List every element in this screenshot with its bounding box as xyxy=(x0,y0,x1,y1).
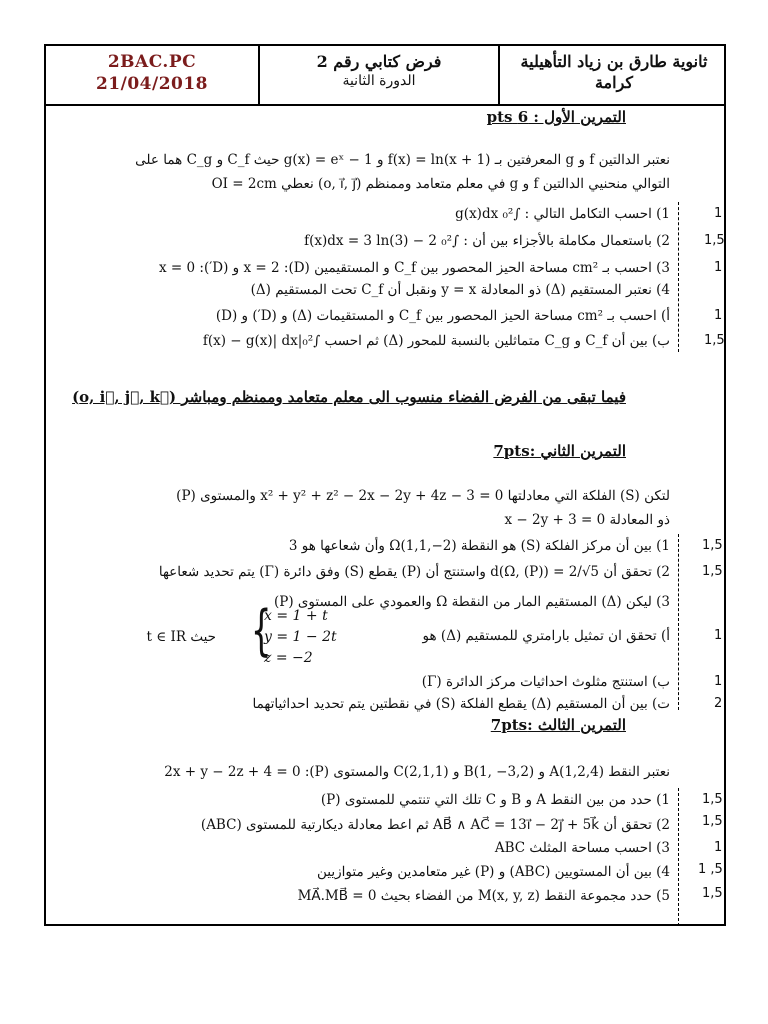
exam-header xyxy=(46,46,724,106)
exercise3-title: التمرين الثالث :7pts xyxy=(490,716,626,734)
exercise1-item: 2) باستعمال مكاملة بالأجزاء بين أن : ∫₀² f(x)dx = 3 ln(3) − 2 xyxy=(304,233,670,249)
param-line-z: z = −2 xyxy=(264,650,313,666)
system-brace: { xyxy=(250,599,272,662)
exercise2-item: ت) بين أن المستقيم (Δ) يقطع الفلكة (S) في نقطتين يتم تحديد احداثياتهما xyxy=(252,696,670,712)
exercise1-title: التمرين الأول : 6 pts xyxy=(486,108,626,126)
exercise3-points: 1,5 xyxy=(702,814,723,829)
exercise1-item: 3) احسب بـ cm² مساحة الحيز المحصور بين C_f و المستقيمين (D): x = 2 و (D′): x = 0 xyxy=(159,260,670,276)
exercise2-points: 1,5 xyxy=(702,538,723,553)
exercise2-title: التمرين الثاني :7pts xyxy=(493,442,626,460)
points-separator-2 xyxy=(678,534,679,710)
exercise2-points: 1,5 xyxy=(702,564,723,579)
exercise2-points: 1 xyxy=(714,674,723,689)
exercise3-item: 5) حدد مجموعة النقط M(x, y, z) من الفضاء بحيث MA⃗.MB⃗ = 0 xyxy=(297,888,670,904)
param-line-x: x = 1 + t xyxy=(264,608,328,624)
param-domain: حيث t ∈ IR xyxy=(146,629,216,645)
exercise3-item: 2) تحقق أن AB⃗ ∧ AC⃗ = 13i⃗ − 2j⃗ + 5k⃗ ثم اعط معادلة ديكارتية للمستوى (ABC) xyxy=(200,817,670,833)
exercise1-points: 1 xyxy=(714,260,723,275)
exam-page xyxy=(44,44,726,926)
exercise1-points: 1 xyxy=(714,308,723,323)
exercise2-item: 1) بين أن مركز الفلكة (S) هو النقطة Ω(1,1,−2) وأن شعاعها هو 3 xyxy=(288,538,670,554)
exercise3-item: 4) بين أن المستويين (ABC) و (P) غير متعامدين وغير متوازيين xyxy=(317,864,670,880)
class-cell xyxy=(46,46,260,104)
space-frame-note: فيما تبقى من الفرض الفضاء منسوب الى معلم متعامد وممنظم ومباشر (o, i⃗, j⃗, k⃗) xyxy=(72,388,626,406)
exercise2-item: 2) تحقق أن d(Ω, (P)) = 2/√5 واستنتج أن (P) يقطع (S) وفق دائرة (Γ) يتم تحديد شعاعها xyxy=(158,564,670,580)
exercise1-points: 1,5 xyxy=(704,333,725,348)
school-city: كرامة xyxy=(594,73,634,92)
exercise1-intro-line1: نعتبر الدالتين f و g المعرفتين بـ f(x) = ln(x + 1) و g(x) = eˣ − 1 حيث C_f و C_g هما على xyxy=(135,152,670,168)
exercise2-intro-line1: لتكن (S) الفلكة التي معادلتها x² + y² + z² − 2x − 2y + 4z − 3 = 0 والمستوى (P) xyxy=(176,488,670,504)
exercise2-intro-line2: ذو المعادلة x − 2y + 3 = 0 xyxy=(504,512,670,528)
school-cell xyxy=(500,46,728,104)
exercise3-item: 1) حدد من بين النقط A و B و C تلك التي تنتمي للمستوى (P) xyxy=(320,792,670,808)
test-cell xyxy=(260,46,500,104)
exercise2-points: 1 xyxy=(714,628,723,643)
param-line-y: y = 1 − 2t xyxy=(264,629,337,645)
exercise2-points: 2 xyxy=(714,696,723,711)
exercise3-points: 1 xyxy=(714,840,723,855)
exercise1-item: ب) بين أن C_f و C_g متماثلين بالنسبة للمحور (Δ) ثم احسب ∫₀²|f(x) − g(x)| dx xyxy=(202,333,670,349)
exercise1-points: 1 xyxy=(714,206,723,221)
exercise1-item: 4) نعتبر المستقيم (Δ) ذو المعادلة y = x ونقبل أن C_f تحت المستقيم (Δ) xyxy=(250,282,670,298)
exercise3-points: 1,5 xyxy=(702,886,723,901)
exercise3-intro-line1: نعتبر النقط A(1,2,4) و B(1, −3,2) و C(2,1,1) والمستوى (P): 2x + y − 2z + 4 = 0 xyxy=(164,764,670,780)
exercise3-item: 3) احسب مساحة المثلث ABC xyxy=(494,840,670,856)
exercise1-intro-line2: التوالي منحنيي الدالتين f و g في معلم متعامد وممنظم (o, i⃗, j⃗) نعطي OI = 2cm xyxy=(211,176,670,192)
exercise2-item: ب) استنتج مثلوث احداثيات مركز الدائرة (Γ) xyxy=(421,674,670,690)
exercise2-item: أ) تحقق ان تمثيل بارامتري للمستقيم (Δ) هو xyxy=(422,628,670,644)
points-separator-1 xyxy=(678,202,679,352)
semester-label: الدورة الثانية xyxy=(342,73,416,89)
exercise1-item: 1) احسب التكامل التالي : ∫₀² g(x)dx xyxy=(455,206,670,222)
exercise2-item: 3) ليكن (Δ) المستقيم المار من النقطة Ω والعمودي على المستوى (P) xyxy=(273,594,670,610)
exercise3-points: 1 ,5 xyxy=(698,862,723,877)
exercise1-points: 1,5 xyxy=(704,233,725,248)
exercise3-points: 1,5 xyxy=(702,792,723,807)
test-title: فرض كتابي رقم 2 xyxy=(316,52,442,71)
exercise1-item: أ) احسب بـ cm² مساحة الحيز المحصور بين C_f و المستقيمات (Δ) و (D′) و (D) xyxy=(215,308,670,324)
points-separator-3 xyxy=(678,788,679,926)
class-code: 2BAC.PC xyxy=(107,52,197,72)
school-name: ثانوية طارق بن زياد التأهيلية xyxy=(520,52,708,71)
exam-date: 21/04/2018 xyxy=(95,74,209,94)
